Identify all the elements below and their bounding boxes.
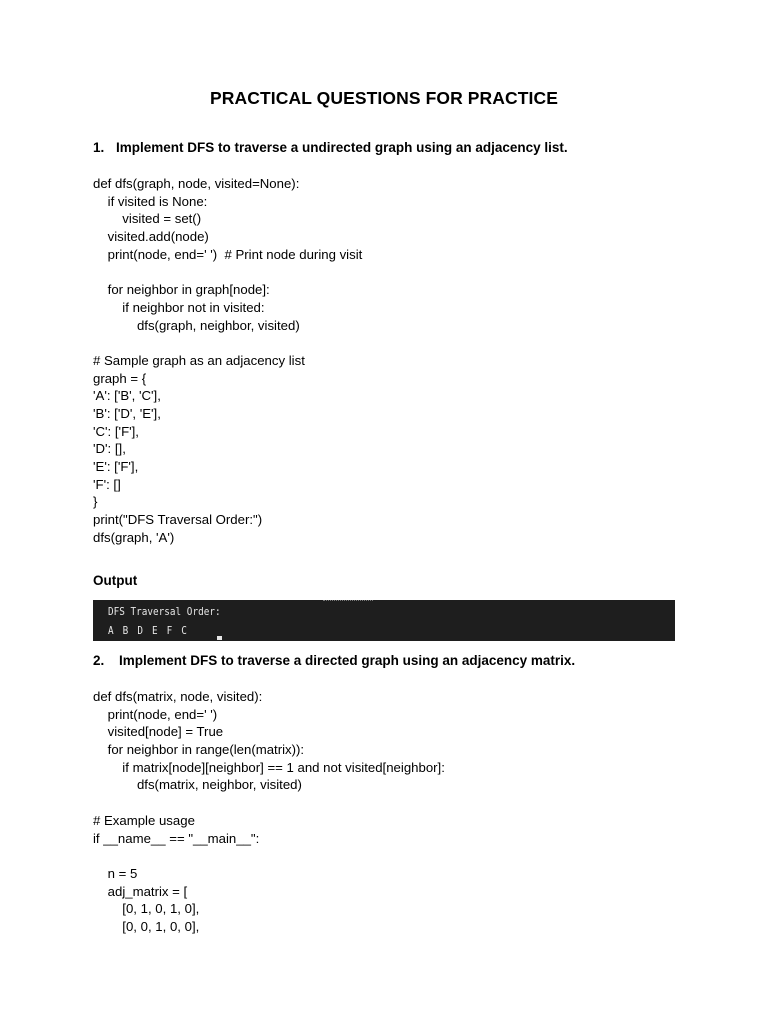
output-label: Output: [93, 573, 138, 588]
code-line: # Sample graph as an adjacency list: [93, 352, 305, 368]
code-line: [0, 1, 0, 1, 0],: [93, 901, 200, 917]
code-line: dfs(graph, 'A'): [93, 529, 175, 545]
code-line: [0, 0, 1, 0, 0],: [93, 918, 200, 934]
code-line: if matrix[node][neighbor] == 1 and not visited[neighbor]:: [93, 759, 445, 775]
code-line: for neighbor in range(len(matrix)):: [93, 742, 305, 758]
code-line: [93, 334, 362, 352]
terminal-output-screenshot: [93, 600, 675, 641]
code-line: [93, 847, 445, 865]
page-title: PRACTICAL QUESTIONS FOR PRACTICE: [209, 88, 559, 108]
terminal-line-2: A B D E F C: [108, 624, 189, 637]
code-line: if visited is None:: [93, 193, 208, 209]
code-line: 'D': [],: [93, 441, 126, 457]
code-line: adj_matrix = [: [93, 883, 188, 899]
code-line: # Example usage: [93, 812, 195, 828]
code-line: if neighbor not in visited:: [93, 299, 265, 315]
code-line: 'C': ['F'],: [93, 423, 139, 439]
question-1-code-block: [93, 175, 362, 546]
code-line: 'B': ['D', 'E'],: [93, 405, 161, 421]
code-line: 'E': ['F'],: [93, 459, 139, 474]
question-1-text: Implement DFS to traverse a undirected graph using an adjacency list.: [116, 140, 568, 155]
question-2-text: Implement DFS to traverse a directed graph using an adjacency matrix.: [119, 653, 576, 668]
code-line: [93, 263, 362, 281]
code-line: print(node, end=' '): [93, 706, 218, 722]
question-2-heading: [93, 653, 575, 668]
terminal-top-artifact: [323, 600, 373, 603]
code-line: print(node, end=' ') # Print node during visit: [93, 246, 363, 262]
code-line: visited[node] = True: [93, 724, 224, 740]
question-1-number: 1.: [93, 140, 105, 155]
question-1-heading: [93, 140, 568, 155]
code-line: def dfs(matrix, node, visited):: [93, 689, 263, 704]
code-line: visited = set(): [93, 211, 202, 227]
code-line: dfs(matrix, neighbor, visited): [93, 777, 302, 793]
code-line: }: [93, 494, 98, 510]
code-line: for neighbor in graph[node]:: [93, 282, 270, 298]
code-line: graph = {: [93, 370, 147, 386]
code-line: [93, 794, 445, 812]
code-line: visited.add(node): [93, 229, 209, 245]
code-line: dfs(graph, neighbor, visited): [93, 317, 300, 333]
question-2-code-block: [93, 688, 445, 936]
terminal-line-1: DFS Traversal Order:: [108, 605, 221, 618]
code-line: def dfs(graph, node, visited=None):: [93, 176, 300, 191]
question-2-number: 2.: [93, 653, 105, 668]
code-line: 'A': ['B', 'C'],: [93, 388, 161, 404]
code-line: print("DFS Traversal Order:"): [93, 512, 263, 528]
terminal-cursor: [217, 636, 222, 640]
code-line: if __name__ == "__main__":: [93, 830, 260, 846]
code-line: 'F': []: [93, 476, 121, 492]
code-line: n = 5: [93, 865, 138, 881]
